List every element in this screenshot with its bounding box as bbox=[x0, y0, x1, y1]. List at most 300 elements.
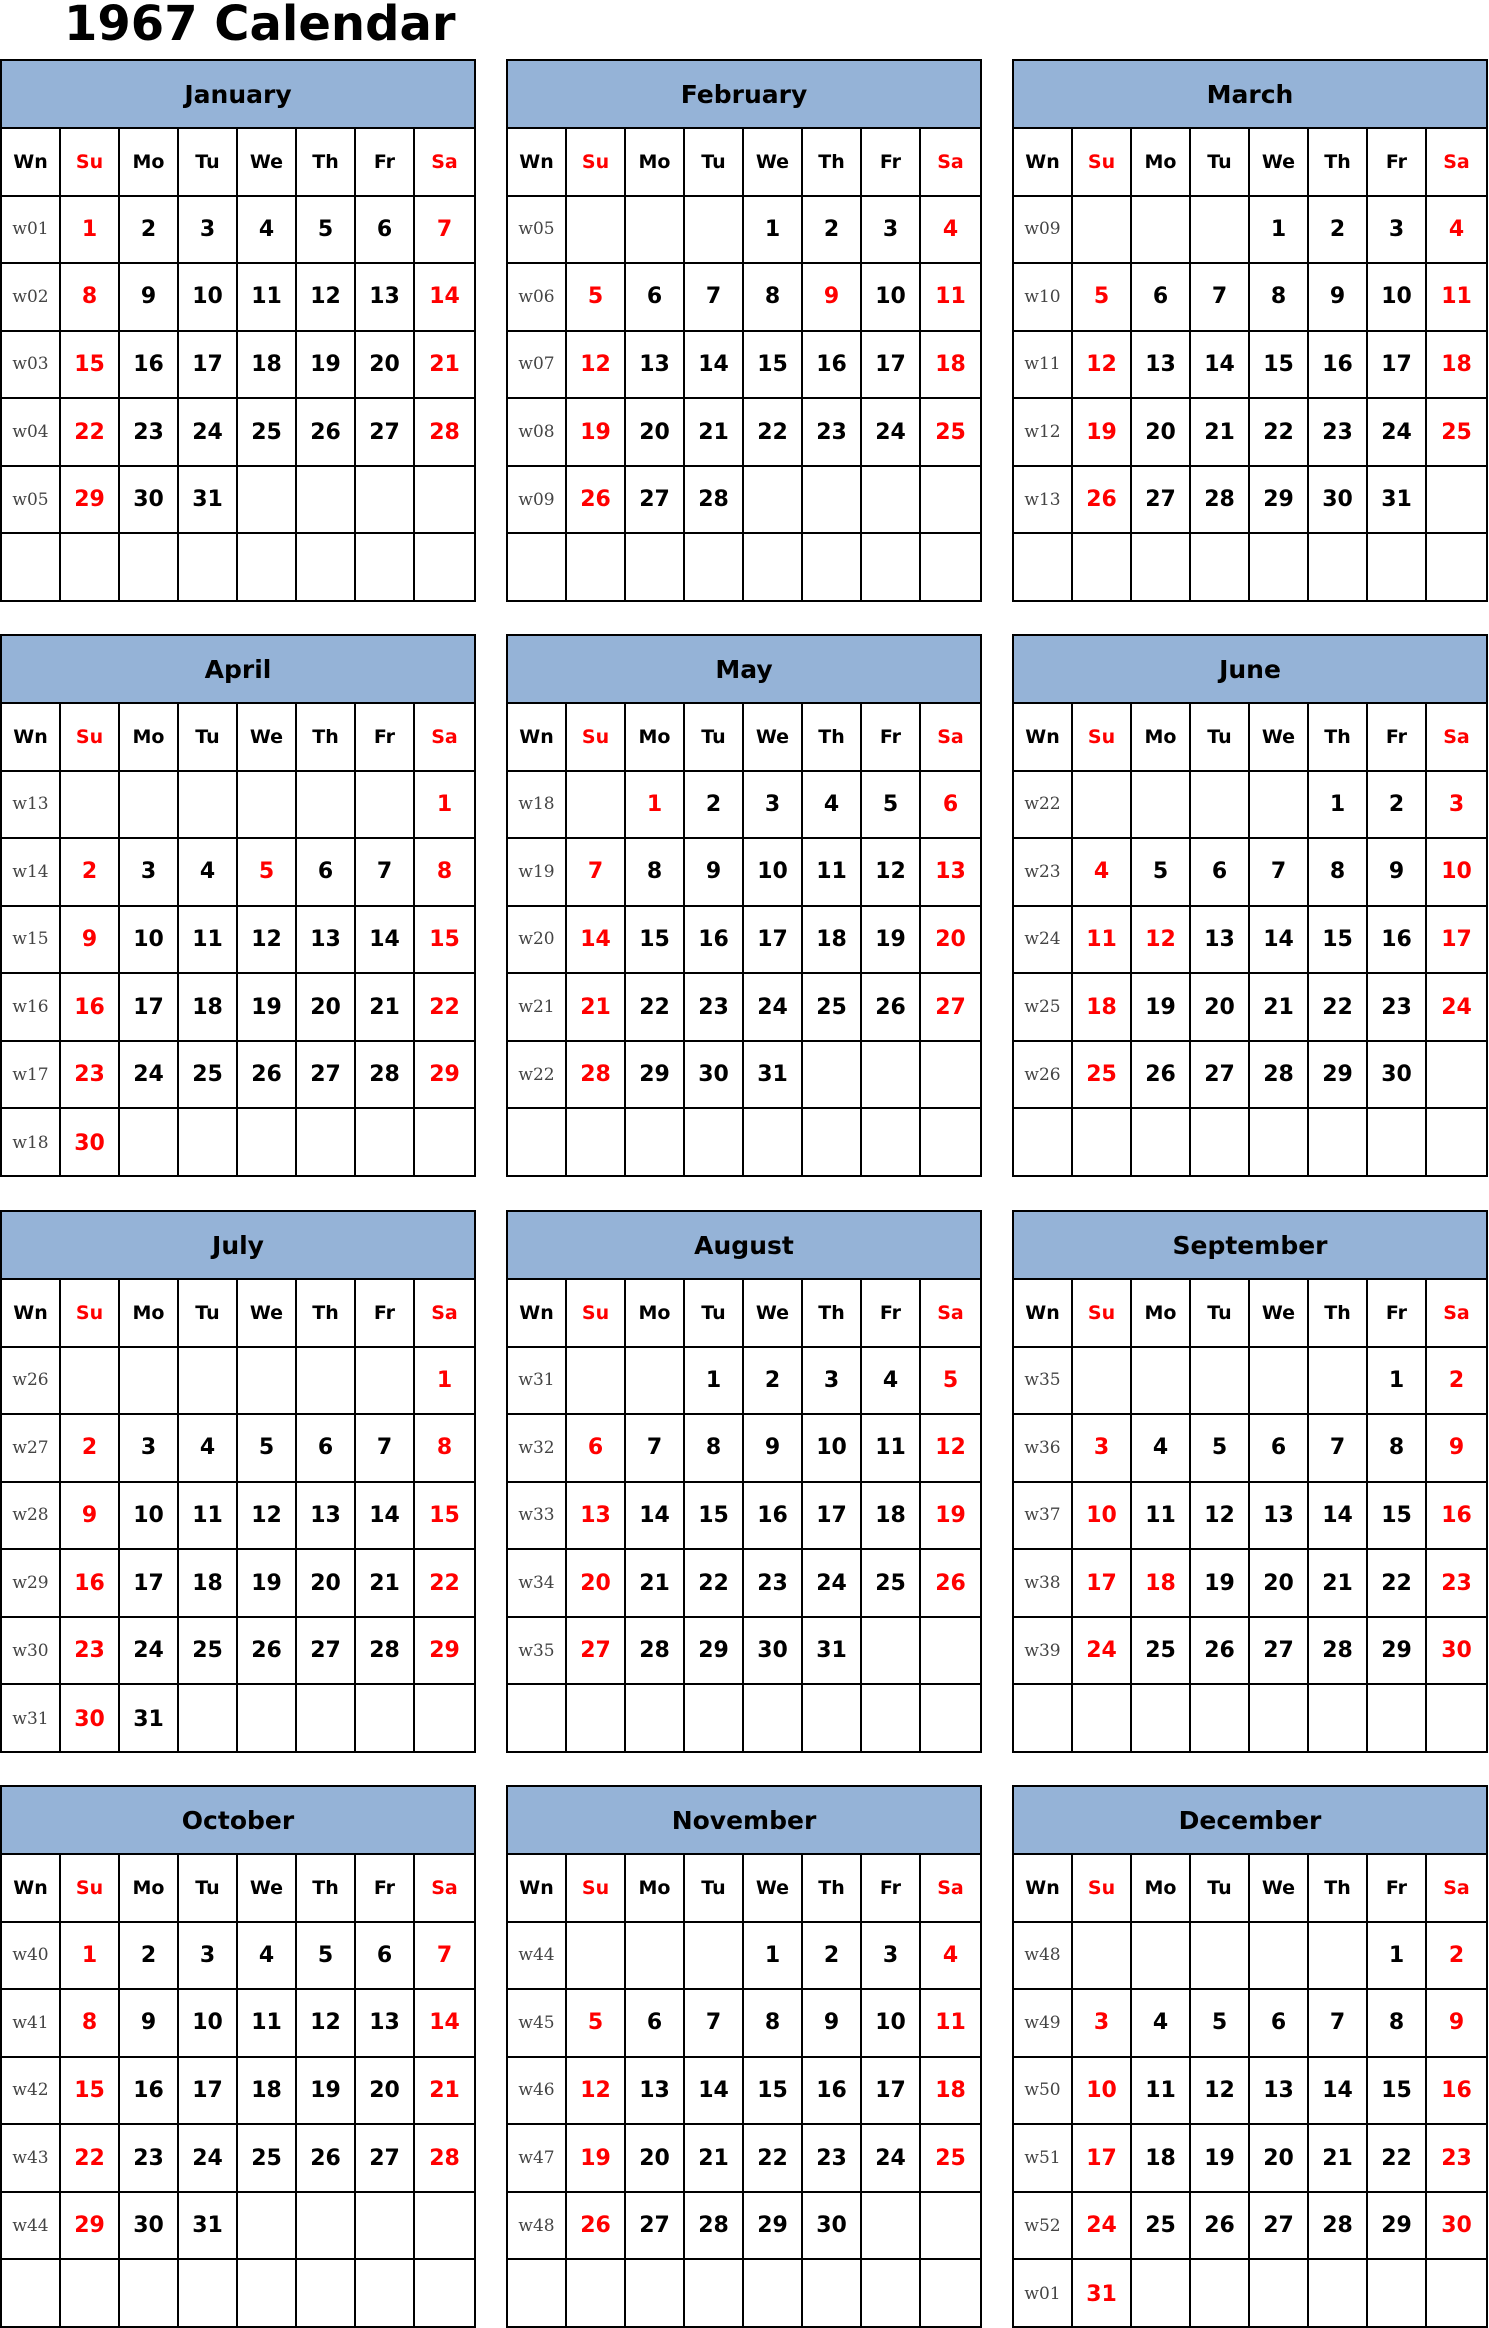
day-cell: 18 bbox=[238, 332, 297, 400]
week-number: w12 bbox=[1014, 399, 1073, 467]
week-number: w16 bbox=[2, 974, 61, 1042]
day-cell: 8 bbox=[685, 1415, 744, 1483]
day-cell: 17 bbox=[179, 332, 238, 400]
day-cell: 28 bbox=[1191, 467, 1250, 535]
month-header: November bbox=[508, 1787, 980, 1855]
day-cell: 2 bbox=[1309, 197, 1368, 265]
month-grid bbox=[1014, 129, 1486, 602]
day-cell: 30 bbox=[1427, 1618, 1486, 1686]
day-cell: 28 bbox=[685, 2193, 744, 2261]
weekday-header: Fr bbox=[862, 1280, 921, 1348]
day-cell: 4 bbox=[238, 1923, 297, 1991]
day-cell bbox=[238, 772, 297, 840]
day-cell bbox=[567, 1685, 626, 1753]
day-cell: 16 bbox=[1427, 2058, 1486, 2126]
day-cell: 2 bbox=[803, 1923, 862, 1991]
day-cell: 12 bbox=[238, 1483, 297, 1551]
month-june bbox=[1012, 634, 1488, 1177]
day-cell: 6 bbox=[1250, 1415, 1309, 1483]
day-cell bbox=[1132, 1348, 1191, 1416]
day-cell bbox=[1309, 2260, 1368, 2328]
day-cell: 4 bbox=[1132, 1990, 1191, 2058]
week-number: w40 bbox=[2, 1923, 61, 1991]
day-cell bbox=[862, 1042, 921, 1110]
day-cell: 7 bbox=[685, 264, 744, 332]
day-cell: 29 bbox=[1309, 1042, 1368, 1110]
day-cell: 1 bbox=[744, 197, 803, 265]
day-cell: 6 bbox=[1250, 1990, 1309, 2058]
day-cell: 7 bbox=[415, 197, 474, 265]
month-grid bbox=[508, 129, 980, 602]
week-number: w45 bbox=[508, 1990, 567, 2058]
month-grid bbox=[2, 704, 474, 1177]
day-cell bbox=[567, 772, 626, 840]
day-cell: 28 bbox=[567, 1042, 626, 1110]
weekday-header: Su bbox=[567, 129, 626, 197]
day-cell bbox=[1250, 534, 1309, 602]
day-cell bbox=[921, 2260, 980, 2328]
day-cell: 17 bbox=[1073, 2125, 1132, 2193]
day-cell bbox=[921, 467, 980, 535]
day-cell: 26 bbox=[238, 1618, 297, 1686]
day-cell: 16 bbox=[1368, 907, 1427, 975]
week-number: w44 bbox=[508, 1923, 567, 1991]
week-number: w26 bbox=[2, 1348, 61, 1416]
day-cell bbox=[744, 2260, 803, 2328]
weekday-header: Th bbox=[803, 129, 862, 197]
day-cell: 23 bbox=[803, 399, 862, 467]
day-cell bbox=[744, 1685, 803, 1753]
day-cell: 14 bbox=[415, 1990, 474, 2058]
day-cell: 29 bbox=[415, 1042, 474, 1110]
day-cell: 2 bbox=[120, 197, 179, 265]
day-cell bbox=[1309, 534, 1368, 602]
day-cell: 9 bbox=[61, 1483, 120, 1551]
day-cell bbox=[1427, 1042, 1486, 1110]
week-number: w26 bbox=[1014, 1042, 1073, 1110]
day-cell: 13 bbox=[626, 332, 685, 400]
day-cell bbox=[803, 1685, 862, 1753]
weekday-header: We bbox=[1250, 129, 1309, 197]
week-number: w47 bbox=[508, 2125, 567, 2193]
weekday-header: Sa bbox=[415, 129, 474, 197]
day-cell: 29 bbox=[1250, 467, 1309, 535]
day-cell: 29 bbox=[1368, 1618, 1427, 1686]
day-cell: 18 bbox=[1132, 2125, 1191, 2193]
week-number: w01 bbox=[2, 197, 61, 265]
day-cell: 17 bbox=[1427, 907, 1486, 975]
day-cell: 12 bbox=[297, 1990, 356, 2058]
week-number: w04 bbox=[2, 399, 61, 467]
day-cell bbox=[1250, 1348, 1309, 1416]
day-cell bbox=[1132, 1923, 1191, 1991]
weekday-header: Th bbox=[1309, 129, 1368, 197]
day-cell: 10 bbox=[1073, 1483, 1132, 1551]
day-cell: 24 bbox=[803, 1550, 862, 1618]
day-cell: 8 bbox=[1250, 264, 1309, 332]
day-cell: 6 bbox=[356, 1923, 415, 1991]
day-cell bbox=[179, 2260, 238, 2328]
week-number: w35 bbox=[508, 1618, 567, 1686]
day-cell: 9 bbox=[1427, 1990, 1486, 2058]
day-cell bbox=[415, 1685, 474, 1753]
day-cell bbox=[356, 467, 415, 535]
day-cell bbox=[179, 1685, 238, 1753]
day-cell: 13 bbox=[297, 907, 356, 975]
day-cell: 25 bbox=[179, 1618, 238, 1686]
day-cell: 20 bbox=[297, 1550, 356, 1618]
week-number: w02 bbox=[2, 264, 61, 332]
week-number bbox=[508, 2260, 567, 2328]
day-cell: 15 bbox=[1368, 2058, 1427, 2126]
day-cell: 16 bbox=[685, 907, 744, 975]
weekday-header: Su bbox=[61, 1855, 120, 1923]
weekday-header: Th bbox=[297, 1855, 356, 1923]
day-cell bbox=[803, 1109, 862, 1177]
day-cell: 10 bbox=[862, 1990, 921, 2058]
day-cell: 22 bbox=[626, 974, 685, 1042]
day-cell: 7 bbox=[356, 839, 415, 907]
day-cell: 3 bbox=[1427, 772, 1486, 840]
day-cell bbox=[238, 467, 297, 535]
day-cell: 31 bbox=[179, 2193, 238, 2261]
week-number: w39 bbox=[1014, 1618, 1073, 1686]
month-grid bbox=[1014, 1855, 1486, 2328]
day-cell: 30 bbox=[120, 2193, 179, 2261]
weekday-header: Wn bbox=[508, 1280, 567, 1348]
weekday-header: Su bbox=[61, 1280, 120, 1348]
day-cell: 16 bbox=[120, 332, 179, 400]
day-cell: 7 bbox=[1191, 264, 1250, 332]
day-cell bbox=[356, 1685, 415, 1753]
weekday-header: Wn bbox=[2, 129, 61, 197]
day-cell bbox=[179, 1348, 238, 1416]
day-cell bbox=[921, 1042, 980, 1110]
weekday-header: We bbox=[1250, 704, 1309, 772]
day-cell: 30 bbox=[1427, 2193, 1486, 2261]
day-cell: 18 bbox=[921, 332, 980, 400]
day-cell bbox=[921, 1109, 980, 1177]
weekday-header: Th bbox=[1309, 1280, 1368, 1348]
day-cell bbox=[567, 1109, 626, 1177]
weekday-header: Tu bbox=[685, 704, 744, 772]
day-cell: 23 bbox=[1427, 2125, 1486, 2193]
month-grid bbox=[508, 704, 980, 1177]
day-cell: 5 bbox=[297, 1923, 356, 1991]
day-cell: 18 bbox=[803, 907, 862, 975]
day-cell bbox=[862, 1685, 921, 1753]
week-number: w24 bbox=[1014, 907, 1073, 975]
month-august bbox=[506, 1210, 982, 1753]
weekday-header: Mo bbox=[120, 1855, 179, 1923]
day-cell bbox=[415, 467, 474, 535]
day-cell: 23 bbox=[1368, 974, 1427, 1042]
day-cell: 15 bbox=[1309, 907, 1368, 975]
day-cell: 10 bbox=[179, 264, 238, 332]
day-cell: 31 bbox=[803, 1618, 862, 1686]
day-cell: 21 bbox=[356, 974, 415, 1042]
day-cell: 1 bbox=[1368, 1348, 1427, 1416]
day-cell bbox=[61, 534, 120, 602]
day-cell bbox=[567, 197, 626, 265]
day-cell bbox=[921, 1618, 980, 1686]
day-cell: 25 bbox=[1427, 399, 1486, 467]
day-cell: 31 bbox=[1368, 467, 1427, 535]
day-cell: 1 bbox=[1368, 1923, 1427, 1991]
day-cell: 26 bbox=[567, 467, 626, 535]
weekday-header: Mo bbox=[626, 704, 685, 772]
week-number: w48 bbox=[508, 2193, 567, 2261]
day-cell bbox=[685, 1109, 744, 1177]
day-cell bbox=[921, 1685, 980, 1753]
day-cell: 5 bbox=[1073, 264, 1132, 332]
week-number: w30 bbox=[2, 1618, 61, 1686]
weekday-header: Wn bbox=[508, 129, 567, 197]
day-cell: 2 bbox=[1427, 1348, 1486, 1416]
page-title: 1967 Calendar bbox=[64, 0, 456, 52]
day-cell: 25 bbox=[921, 399, 980, 467]
weekday-header: Tu bbox=[685, 1280, 744, 1348]
day-cell bbox=[567, 2260, 626, 2328]
day-cell: 5 bbox=[862, 772, 921, 840]
week-number: w35 bbox=[1014, 1348, 1073, 1416]
day-cell: 5 bbox=[567, 1990, 626, 2058]
day-cell bbox=[120, 1348, 179, 1416]
weekday-header: We bbox=[238, 1855, 297, 1923]
day-cell: 30 bbox=[1368, 1042, 1427, 1110]
day-cell: 6 bbox=[356, 197, 415, 265]
day-cell: 21 bbox=[415, 332, 474, 400]
weekday-header: Sa bbox=[1427, 704, 1486, 772]
week-number: w05 bbox=[2, 467, 61, 535]
day-cell: 22 bbox=[1309, 974, 1368, 1042]
day-cell: 2 bbox=[803, 197, 862, 265]
weekday-header: Th bbox=[1309, 704, 1368, 772]
day-cell: 6 bbox=[1132, 264, 1191, 332]
day-cell: 8 bbox=[626, 839, 685, 907]
day-cell: 7 bbox=[1250, 839, 1309, 907]
day-cell: 4 bbox=[238, 197, 297, 265]
day-cell: 13 bbox=[921, 839, 980, 907]
day-cell: 22 bbox=[415, 1550, 474, 1618]
day-cell bbox=[626, 1348, 685, 1416]
day-cell bbox=[1250, 1685, 1309, 1753]
day-cell: 8 bbox=[61, 1990, 120, 2058]
day-cell bbox=[1191, 1109, 1250, 1177]
day-cell: 12 bbox=[1191, 2058, 1250, 2126]
week-number: w14 bbox=[2, 839, 61, 907]
day-cell: 8 bbox=[744, 264, 803, 332]
week-number: w37 bbox=[1014, 1483, 1073, 1551]
day-cell: 14 bbox=[626, 1483, 685, 1551]
day-cell: 24 bbox=[862, 2125, 921, 2193]
day-cell: 20 bbox=[1191, 974, 1250, 1042]
day-cell bbox=[1132, 772, 1191, 840]
day-cell: 21 bbox=[356, 1550, 415, 1618]
day-cell: 3 bbox=[179, 1923, 238, 1991]
day-cell: 30 bbox=[120, 467, 179, 535]
week-number: w01 bbox=[1014, 2260, 1073, 2328]
weekday-header: Fr bbox=[862, 1855, 921, 1923]
day-cell bbox=[1132, 2260, 1191, 2328]
day-cell: 14 bbox=[1309, 2058, 1368, 2126]
day-cell bbox=[297, 534, 356, 602]
day-cell: 21 bbox=[1309, 1550, 1368, 1618]
day-cell: 5 bbox=[1191, 1415, 1250, 1483]
day-cell bbox=[415, 1109, 474, 1177]
day-cell: 31 bbox=[744, 1042, 803, 1110]
weekday-header: Su bbox=[61, 129, 120, 197]
weekday-header: Wn bbox=[1014, 1280, 1073, 1348]
week-number bbox=[508, 1109, 567, 1177]
weekday-header: We bbox=[1250, 1855, 1309, 1923]
day-cell: 27 bbox=[356, 2125, 415, 2193]
day-cell bbox=[1191, 197, 1250, 265]
day-cell: 9 bbox=[803, 1990, 862, 2058]
day-cell bbox=[297, 2193, 356, 2261]
weekday-header: Tu bbox=[685, 1855, 744, 1923]
weekday-header: Sa bbox=[1427, 129, 1486, 197]
day-cell: 28 bbox=[415, 2125, 474, 2193]
weekday-header: Su bbox=[567, 704, 626, 772]
day-cell bbox=[1427, 2260, 1486, 2328]
day-cell: 4 bbox=[1073, 839, 1132, 907]
day-cell: 6 bbox=[921, 772, 980, 840]
day-cell: 10 bbox=[1368, 264, 1427, 332]
day-cell: 8 bbox=[1309, 839, 1368, 907]
month-grid bbox=[2, 1280, 474, 1753]
day-cell: 24 bbox=[179, 399, 238, 467]
day-cell: 1 bbox=[744, 1923, 803, 1991]
month-july bbox=[0, 1210, 476, 1753]
day-cell: 26 bbox=[1191, 2193, 1250, 2261]
month-header: February bbox=[508, 61, 980, 129]
day-cell bbox=[238, 1109, 297, 1177]
day-cell: 12 bbox=[238, 907, 297, 975]
day-cell: 3 bbox=[744, 772, 803, 840]
day-cell: 1 bbox=[1309, 772, 1368, 840]
day-cell bbox=[921, 2193, 980, 2261]
day-cell: 20 bbox=[1250, 1550, 1309, 1618]
day-cell: 2 bbox=[685, 772, 744, 840]
day-cell: 13 bbox=[1250, 1483, 1309, 1551]
day-cell: 13 bbox=[297, 1483, 356, 1551]
day-cell: 18 bbox=[179, 974, 238, 1042]
day-cell: 1 bbox=[685, 1348, 744, 1416]
day-cell bbox=[1132, 1685, 1191, 1753]
day-cell: 30 bbox=[744, 1618, 803, 1686]
day-cell bbox=[1427, 1109, 1486, 1177]
day-cell: 30 bbox=[685, 1042, 744, 1110]
day-cell bbox=[1073, 1923, 1132, 1991]
day-cell: 27 bbox=[1250, 1618, 1309, 1686]
day-cell: 4 bbox=[921, 1923, 980, 1991]
day-cell: 4 bbox=[179, 1415, 238, 1483]
day-cell: 16 bbox=[803, 2058, 862, 2126]
day-cell: 21 bbox=[685, 2125, 744, 2193]
weekday-header: Fr bbox=[356, 704, 415, 772]
day-cell: 27 bbox=[1132, 467, 1191, 535]
day-cell: 11 bbox=[179, 907, 238, 975]
day-cell: 2 bbox=[61, 839, 120, 907]
day-cell bbox=[1250, 1923, 1309, 1991]
day-cell bbox=[803, 1042, 862, 1110]
day-cell: 24 bbox=[1073, 2193, 1132, 2261]
day-cell: 14 bbox=[1309, 1483, 1368, 1551]
day-cell: 23 bbox=[61, 1618, 120, 1686]
day-cell bbox=[626, 1109, 685, 1177]
day-cell: 24 bbox=[1368, 399, 1427, 467]
day-cell bbox=[120, 772, 179, 840]
day-cell: 26 bbox=[567, 2193, 626, 2261]
day-cell bbox=[1191, 1685, 1250, 1753]
day-cell: 14 bbox=[356, 907, 415, 975]
day-cell bbox=[1427, 467, 1486, 535]
day-cell bbox=[179, 534, 238, 602]
day-cell bbox=[1191, 1923, 1250, 1991]
day-cell bbox=[567, 1348, 626, 1416]
day-cell: 31 bbox=[1073, 2260, 1132, 2328]
day-cell: 6 bbox=[626, 264, 685, 332]
weekday-header: Fr bbox=[862, 129, 921, 197]
day-cell: 26 bbox=[238, 1042, 297, 1110]
month-header: March bbox=[1014, 61, 1486, 129]
day-cell: 6 bbox=[297, 839, 356, 907]
day-cell: 5 bbox=[238, 839, 297, 907]
day-cell: 13 bbox=[356, 264, 415, 332]
day-cell: 17 bbox=[1368, 332, 1427, 400]
day-cell: 26 bbox=[1191, 1618, 1250, 1686]
day-cell bbox=[862, 1618, 921, 1686]
week-number: w13 bbox=[2, 772, 61, 840]
day-cell: 3 bbox=[803, 1348, 862, 1416]
day-cell bbox=[1427, 1685, 1486, 1753]
day-cell: 7 bbox=[626, 1415, 685, 1483]
day-cell: 25 bbox=[238, 2125, 297, 2193]
day-cell: 10 bbox=[120, 907, 179, 975]
day-cell bbox=[803, 2260, 862, 2328]
day-cell: 18 bbox=[862, 1483, 921, 1551]
week-number: w49 bbox=[1014, 1990, 1073, 2058]
day-cell: 28 bbox=[626, 1618, 685, 1686]
day-cell: 23 bbox=[1309, 399, 1368, 467]
day-cell: 11 bbox=[179, 1483, 238, 1551]
day-cell: 3 bbox=[179, 197, 238, 265]
weekday-header: We bbox=[1250, 1280, 1309, 1348]
week-number: w42 bbox=[2, 2058, 61, 2126]
day-cell: 22 bbox=[1250, 399, 1309, 467]
day-cell: 14 bbox=[1250, 907, 1309, 975]
day-cell: 17 bbox=[862, 2058, 921, 2126]
day-cell bbox=[238, 1685, 297, 1753]
week-number: w22 bbox=[508, 1042, 567, 1110]
week-number bbox=[1014, 1685, 1073, 1753]
day-cell: 26 bbox=[1073, 467, 1132, 535]
weekday-header: Th bbox=[803, 1855, 862, 1923]
day-cell: 21 bbox=[415, 2058, 474, 2126]
weekday-header: Mo bbox=[120, 129, 179, 197]
day-cell bbox=[1132, 197, 1191, 265]
day-cell: 17 bbox=[744, 907, 803, 975]
day-cell: 10 bbox=[179, 1990, 238, 2058]
day-cell: 25 bbox=[803, 974, 862, 1042]
day-cell: 13 bbox=[1132, 332, 1191, 400]
day-cell bbox=[1427, 534, 1486, 602]
day-cell bbox=[567, 534, 626, 602]
day-cell bbox=[297, 1348, 356, 1416]
day-cell bbox=[179, 772, 238, 840]
day-cell: 18 bbox=[1073, 974, 1132, 1042]
